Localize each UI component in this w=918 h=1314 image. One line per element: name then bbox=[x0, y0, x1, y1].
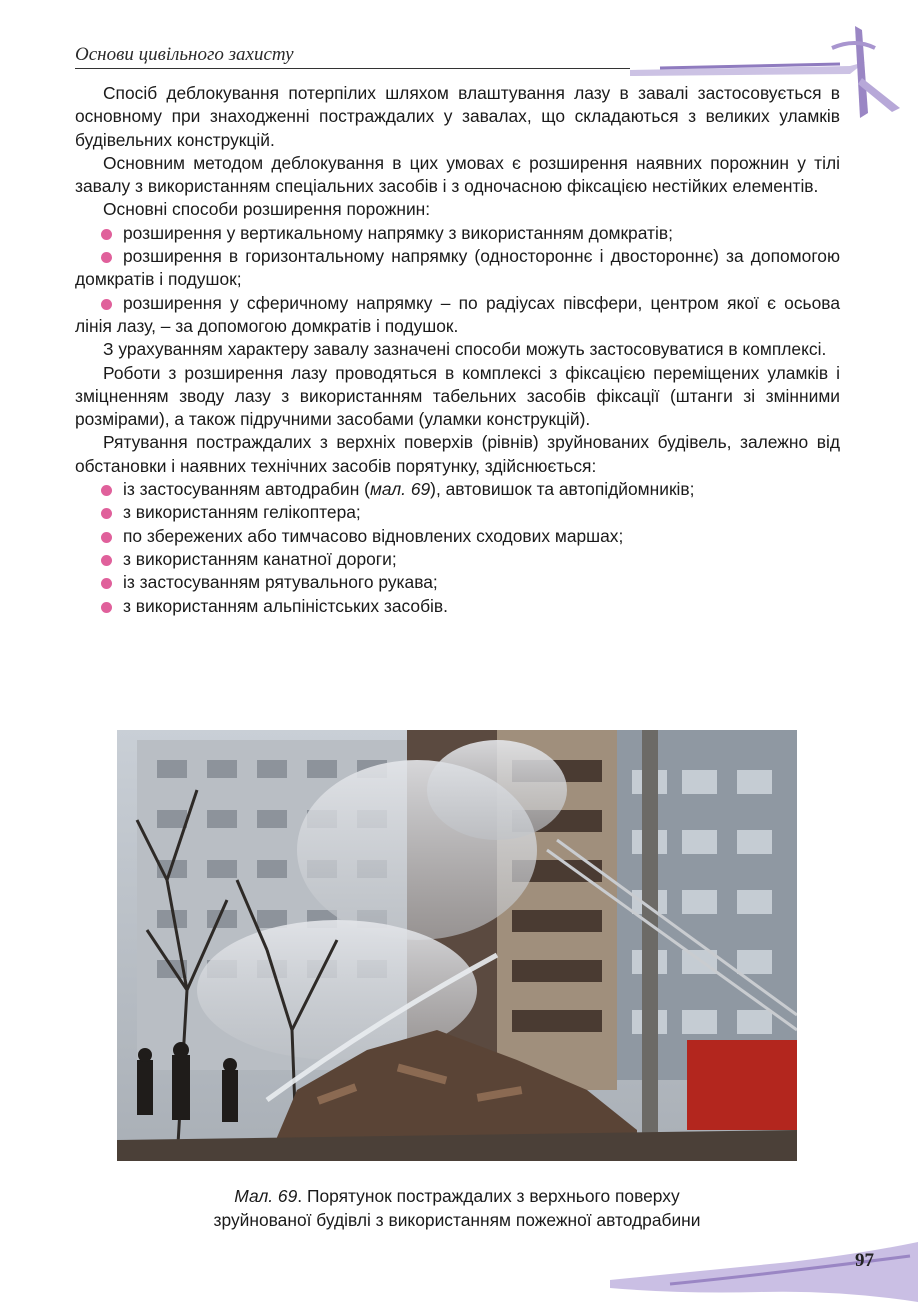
paragraph: Роботи з розширення лазу проводяться в комплексі з фіксацією переміщених уламків і зміцненням зводу лазу з використанням табельних засобів фіксації (штанги зі змінними розмірами), а також підручними засобами (уламки конструкцій). bbox=[75, 362, 840, 430]
page-number: 97 bbox=[855, 1250, 874, 1271]
paragraph: Основним методом деблокування в цих умовах є розширення наявних порожнин у тілі завалу з використанням спеціальних засобів і з одночасною фіксацією нестійких елементів. bbox=[75, 152, 840, 197]
rescue-methods-list bbox=[75, 478, 840, 618]
bullet-icon bbox=[101, 485, 112, 496]
paragraph: Рятування постраждалих з верхніх поверхів (рівнів) зруйнованих будівель, залежно від обстановки і наявних технічних засобів порятунку, здійснюється: bbox=[75, 432, 840, 476]
paragraph: Спосіб деблокування потерпілих шляхом влаштування лазу в завалі застосовується в основному при знаходженні постраждалих у завалах, що складаються з великих уламків будівельних конструкцій. bbox=[75, 83, 840, 150]
bullet-icon bbox=[101, 299, 112, 310]
list-item: розширення в горизонтальному напрямку (одностороннє і двостороннє) за допомогою домкратів і подушок; bbox=[75, 246, 840, 290]
brush-stroke-ornament-icon bbox=[610, 1232, 918, 1314]
list-item: розширення у вертикальному напрямку з використанням домкратів; bbox=[75, 222, 840, 245]
bullet-icon bbox=[101, 252, 112, 263]
list-item: з використанням гелікоптера; bbox=[75, 501, 840, 524]
expansion-methods-list bbox=[75, 222, 840, 338]
list-item: із застосуванням рятувального рукава; bbox=[75, 571, 840, 594]
paragraph: Основні способи розширення порожнин: bbox=[103, 199, 431, 220]
bullet-icon bbox=[101, 578, 112, 589]
paragraph: З урахуванням характеру завалу зазначені способи можуть застосовуватися в комплексі. bbox=[103, 339, 827, 360]
list-item: з використанням альпіністських засобів. bbox=[75, 595, 840, 618]
main-text bbox=[75, 82, 840, 618]
figure-label: Мал. 69 bbox=[234, 1186, 298, 1206]
list-item: розширення у сферичному напрямку – по радіусах півсфери, центром якої є осьова лінія лазу, – за допомогою домкратів і подушок. bbox=[75, 292, 840, 336]
header-rule bbox=[75, 68, 630, 69]
figure-reference: мал. 69 bbox=[369, 479, 431, 500]
bullet-icon bbox=[101, 602, 112, 613]
figure-caption: Мал. 69. Порятунок постраждалих з верхнього поверху зруйнованої будівлі з використанням пожежної автодрабини bbox=[213, 1186, 701, 1230]
list-item: з використанням канатної дороги; bbox=[75, 548, 840, 571]
list-item: із застосуванням автодрабин (мал. 69), автовишок та автопідйомників; bbox=[75, 478, 840, 501]
running-header: Основи цивільного захисту bbox=[75, 44, 294, 65]
bullet-icon bbox=[101, 532, 112, 543]
bullet-icon bbox=[101, 555, 112, 566]
bullet-icon bbox=[101, 508, 112, 519]
bullet-icon bbox=[101, 229, 112, 240]
collapsed-building-rescue-photo bbox=[117, 730, 797, 1161]
list-item: по збережених або тимчасово відновлених сходових маршах; bbox=[75, 525, 840, 548]
